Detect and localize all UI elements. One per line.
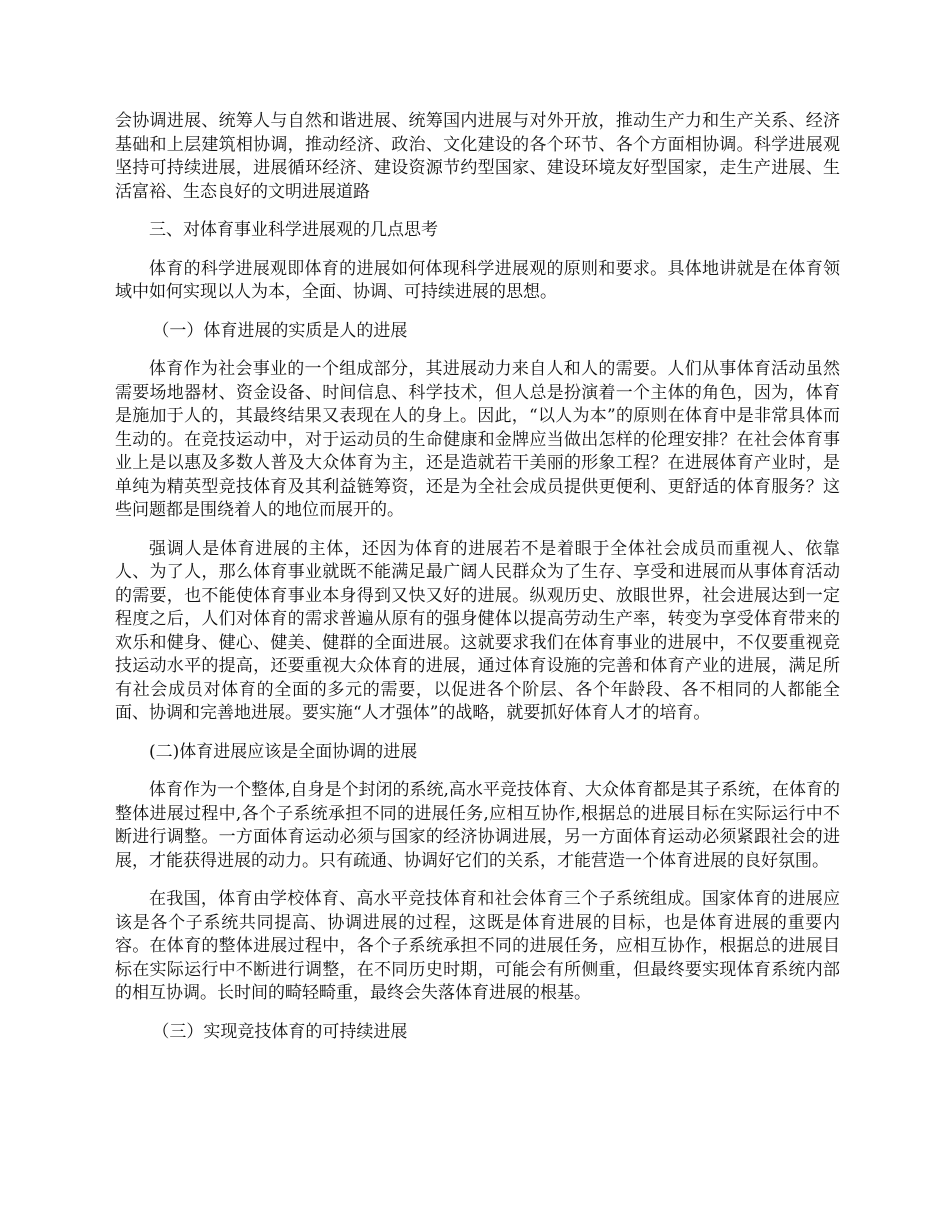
paragraph-human-subject: 强调人是体育进展的主体，还因为体育的进展若不是着眼于全体社会成员而重视人、依靠人、为了人，那么体育事业就既不能满足最广阔人民群众为了生存、享受和进展而从事体育活动的需要，也不能使体育事业本身得到又快又好的进展。纵观历史、放眼世界，社会进展达到一定程度之后，人们对体育的需求普遍从原有的强身健体以提高劳动生产率，转变为享受体育带来的欢乐和健身、健心、健美、健群的全面进展。这就要求我们在体育事业的进展中，不仅要重视竞技运动水平的提高，还要重视大众体育的进展，通过体育设施的完善和体育产业的进展，满足所有社会成员对体育的全面的多元的需要，以促进各个阶层、各个年龄段、各不相同的人都能全面、协调和完善地进展。要实施“人才强体”的战略，就要抓好体育人才的培育。 xyxy=(115,538,840,723)
document-page xyxy=(115,110,840,1059)
subheading-2: (二)体育进展应该是全面协调的进展 xyxy=(149,741,418,762)
paragraph-definition: 体育的科学进展观即体育的进展如何体现科学进展观的原则和要求。具体地讲就是在体育领域中如何实现以人为本，全面、协调、可持续进展的思想。 xyxy=(115,258,840,302)
subheading-3: （三）实现竞技体育的可持续进展 xyxy=(152,1021,408,1042)
section-heading-3: 三、对体育事业科学进展观的几点思考 xyxy=(149,220,438,240)
paragraph-china-subsystems: 在我国，体育由学校体育、高水平竞技体育和社会体育三个子系统组成。国家体育的进展应该是各个子系统共同提高、协调进展的过程，这既是体育进展的目标，也是体育进展的重要内容。在体育的整体进展过程中，各个子系统承担不同的进展任务，应相互协作，根据总的进展目标在实际运行中不断进行调整，在不同历史时期，可能会有所侧重，但最终要实现体育系统内部的相互协调。长时间的畸轻畸重，最终会失落体育进展的根基。 xyxy=(115,889,840,1003)
subheading-1: （一）体育进展的实质是人的进展 xyxy=(152,320,408,341)
paragraph-intro: 会协调进展、统筹人与自然和谐进展、统筹国内进展与对外开放，推动生产力和生产关系、经济基础和上层建筑相协调，推动经济、政治、文化建设的各个环节、各个方面相协调。科学进展观坚持可持续进展，进展循环经济、建设资源节约型国家、建设环境友好型国家，走生产进展、生活富裕、生态良好的文明进展道路 xyxy=(115,111,840,202)
paragraph-human-essence: 体育作为社会事业的一个组成部分，其进展动力来自人和人的需要。人们从事体育活动虽然需要场地器材、资金设备、时间信息、科学技术，但人总是扮演着一个主体的角色，因为，体育是施加于人的，其最终结果又表现在人的身上。因此，“以人为本”的原则在体育中是非常具体而生动的。在竞技运动中，对于运动员的生命健康和金牌应当做出怎样的伦理安排？在社会体育事业上是以惠及多数人普及大众体育为主，还是造就若干美丽的形象工程？在进展体育产业时，是单纯为精英型竞技体育及其利益链筹资，还是为全社会成员提供更便利、更舒适的体育服务？这些问题都是围绕着人的地位而展开的。 xyxy=(115,359,840,520)
paragraph-whole-system: 体育作为一个整体,自身是个封闭的系统,高水平竞技体育、大众体育都是其子系统，在体育的整体进展过程中,各个子系统承担不同的进展任务,应相互协作,根据总的进展目标在实际运行中不断进行调整。一方面体育运动必须与国家的经济协调进展，另一方面体育运动必须紧跟社会的进展，才能获得进展的动力。只有疏通、协调好它们的关系，才能营造一个体育进展的良好氛围。 xyxy=(115,780,840,871)
